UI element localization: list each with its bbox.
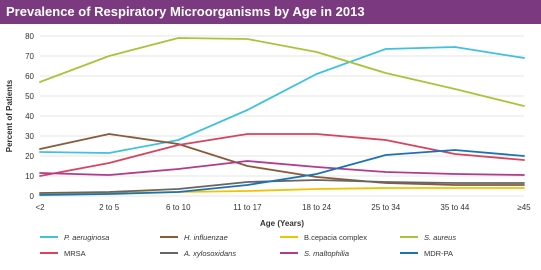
x-tick-label: 11 to 17 (233, 203, 262, 212)
x-tick-label: 18 to 24 (302, 203, 332, 212)
y-tick-label: 40 (25, 112, 34, 121)
legend-label: MRSA (64, 249, 86, 258)
y-tick-label: 70 (25, 52, 34, 61)
x-axis-title: Age (Years) (259, 219, 305, 228)
series-line (40, 47, 524, 153)
x-tick-label: 25 to 34 (371, 203, 401, 212)
y-tick-label: 10 (25, 172, 34, 181)
series-line (40, 161, 524, 175)
series-line (40, 134, 524, 185)
y-axis-title: Percent of Patients (5, 79, 14, 153)
x-tick-label: 2 to 5 (99, 203, 120, 212)
legend-label: S. aureus (424, 233, 457, 242)
legend-label: B.cepacia complex (304, 233, 367, 242)
x-tick-label: ≥45 (517, 203, 531, 212)
legend-label: S. maltophilia (304, 249, 350, 258)
line-chart (0, 24, 541, 270)
x-tick-label: 35 to 44 (440, 203, 470, 212)
legend-label: P. aeruginosa (64, 233, 110, 242)
y-tick-label: 0 (29, 192, 34, 201)
legend-label: H. influenzae (184, 233, 228, 242)
legend-label: A. xylosoxidans (184, 249, 237, 258)
y-tick-label: 20 (25, 152, 34, 161)
chart-title: Prevalence of Respiratory Microorganisms by Age in 2013 (0, 0, 541, 24)
x-tick-label: <2 (35, 203, 45, 212)
y-tick-label: 30 (25, 132, 34, 141)
x-tick-label: 6 to 10 (166, 203, 191, 212)
y-tick-label: 60 (25, 72, 34, 81)
legend-label: MDR-PA (424, 249, 454, 258)
series-line (40, 180, 524, 193)
y-tick-label: 80 (25, 32, 34, 41)
y-tick-label: 50 (25, 92, 34, 101)
series-line (40, 134, 524, 176)
